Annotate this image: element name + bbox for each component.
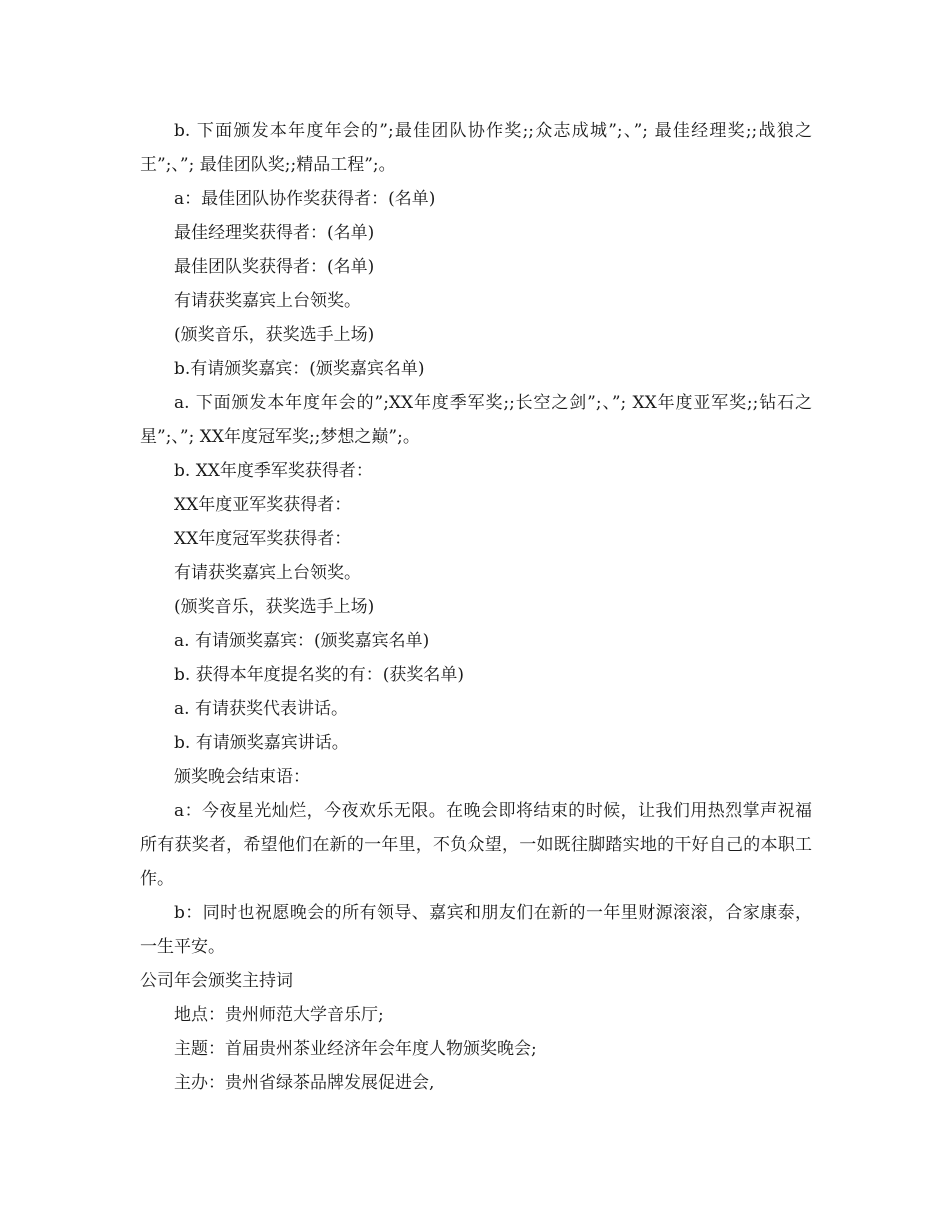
paragraph-team-coop-winners: a：最佳团队协作奖获得者：(名单) <box>174 189 436 209</box>
paragraph-second-place-winners: XX年度亚军奖获得者： <box>174 495 352 515</box>
paragraph-presenter-speech: b. 有请颁奖嘉宾讲话。 <box>174 733 349 753</box>
paragraph-first-place-winners: XX年度冠军奖获得者： <box>174 529 352 549</box>
paragraph-team-winners: 最佳团队奖获得者：(名单) <box>174 257 375 277</box>
document-body <box>140 114 812 1100</box>
paragraph-closing-heading: 颁奖晚会结束语： <box>174 767 310 787</box>
paragraph-stage-direction-2: (颁奖音乐，获奖选手上场) <box>174 597 375 617</box>
paragraph-award-ranking-intro: a. 下面颁发本年度年会的”;XX年度季军奖;;长空之剑”;、”; XX年度亚军奖;;钻石之星”;、”; XX年度冠军奖;;梦想之巅”;。 <box>140 393 812 447</box>
paragraph-stage-direction-1: (颁奖音乐，获奖选手上场) <box>174 325 375 345</box>
paragraph-award-team-intro: b. 下面颁发本年度年会的”;最佳团队协作奖;;众志成城”;、”; 最佳经理奖;;战狼之王”;、”; 最佳团队奖;;精品工程”;。 <box>140 121 812 175</box>
paragraph-theme: 主题：首届贵州茶业经济年会年度人物颁奖晚会; <box>174 1039 537 1059</box>
paragraph-winner-speech: a. 有请获奖代表讲话。 <box>174 699 348 719</box>
section-title: 公司年会颁奖主持词 <box>140 971 293 991</box>
paragraph-manager-winners: 最佳经理奖获得者：(名单) <box>174 223 375 243</box>
paragraph-nomination-winners: b. 获得本年度提名奖的有：(获奖名单) <box>174 665 464 685</box>
paragraph-third-place-winners: b. XX年度季军奖获得者： <box>174 461 373 481</box>
paragraph-organizer: 主办：贵州省绿茶品牌发展促进会, <box>174 1073 435 1093</box>
paragraph-invite-presenters-1: b.有请颁奖嘉宾：(颁奖嘉宾名单) <box>174 359 425 379</box>
paragraph-invite-winners-1: 有请获奖嘉宾上台领奖。 <box>174 291 361 311</box>
paragraph-closing-b: b：同时也祝愿晚会的所有领导、嘉宾和朋友们在新的一年里财源滚滚，合家康泰，一生平安。 <box>140 903 812 957</box>
paragraph-location: 地点：贵州师范大学音乐厅; <box>174 1005 384 1025</box>
paragraph-invite-presenters-2: a. 有请颁奖嘉宾：(颁奖嘉宾名单) <box>174 631 430 651</box>
paragraph-closing-a: a：今夜星光灿烂，今夜欢乐无限。在晚会即将结束的时候，让我们用热烈掌声祝福所有获奖者，希望他们在新的一年里，不负众望，一如既往脚踏实地的干好自己的本职工作。 <box>140 801 812 889</box>
paragraph-invite-winners-2: 有请获奖嘉宾上台领奖。 <box>174 563 361 583</box>
